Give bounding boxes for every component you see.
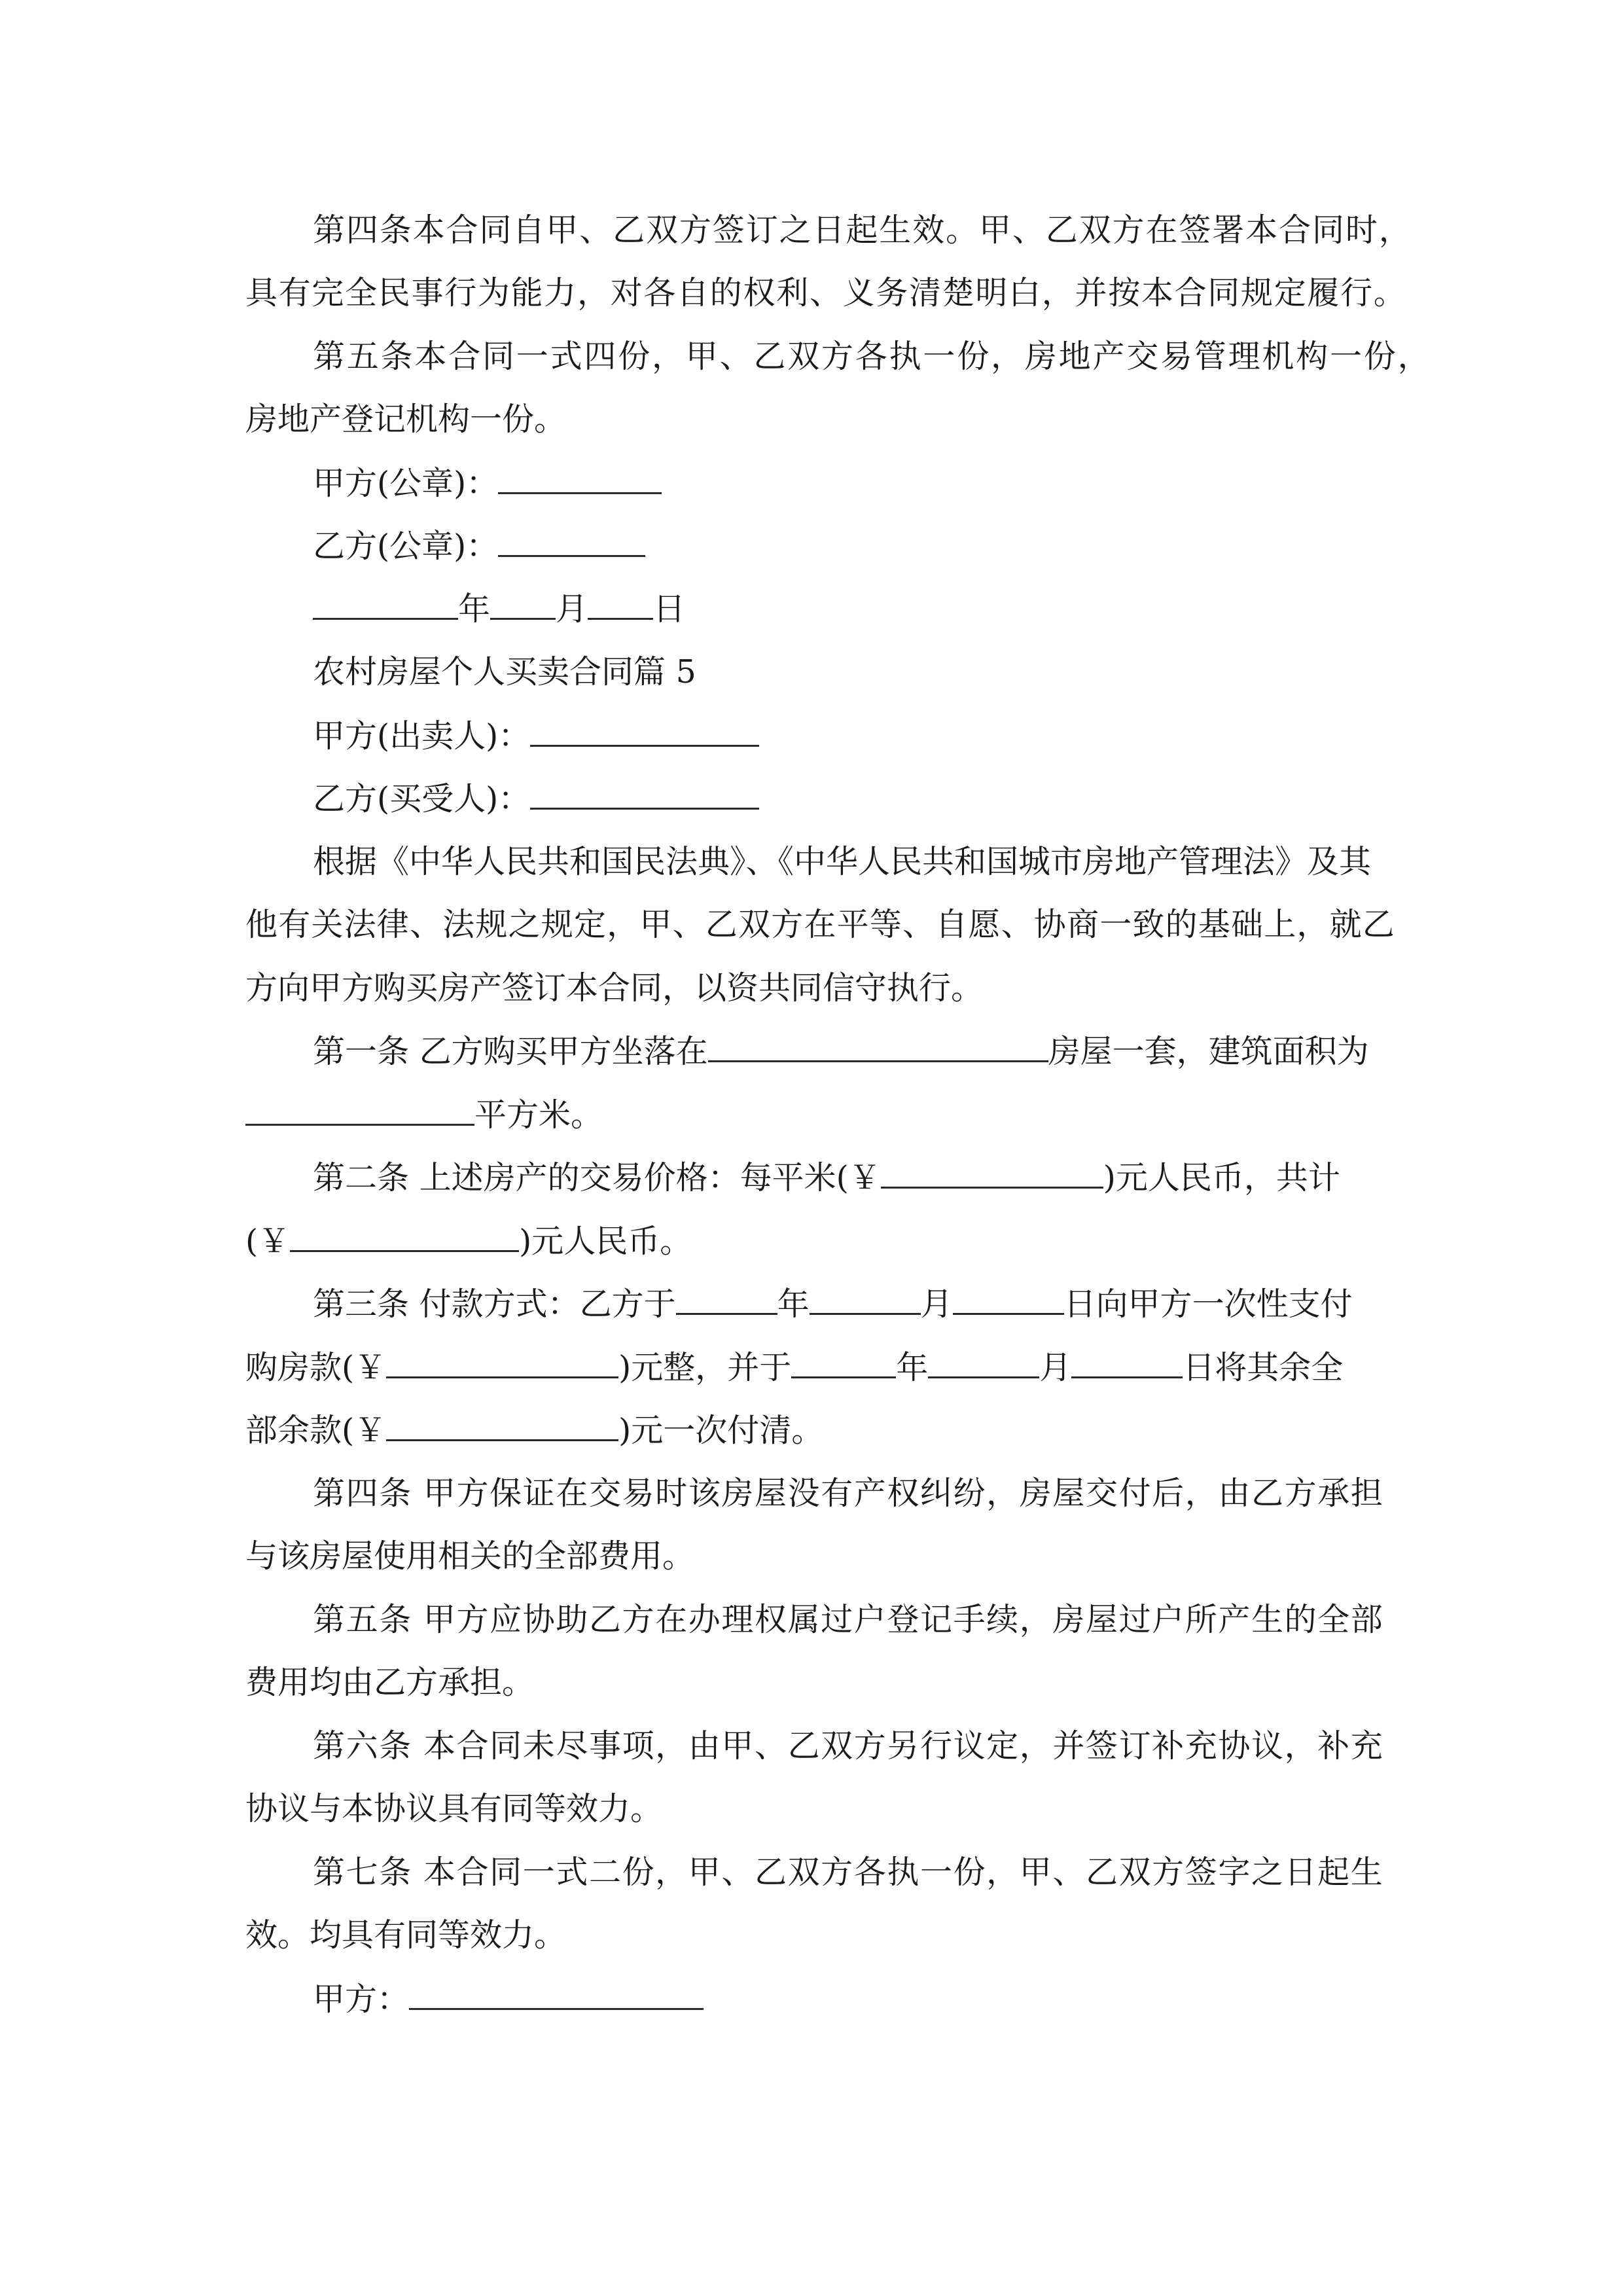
party-b-seal-label: 乙方(公章)： (313, 528, 499, 565)
clause3-text-e: )元一次付清。 (618, 1412, 824, 1449)
article5-line1: 第五条本合同一式四份，甲、乙双方各执一份，房地产交易管理机构一份， (313, 338, 1432, 375)
party-a-sign-blank (409, 1979, 704, 2010)
section-title: 农村房屋个人买卖合同篇 5 (313, 653, 696, 691)
rest-month-blank (928, 1348, 1039, 1378)
month-label: 月 (556, 590, 588, 628)
buyer-label: 乙方(买受人)： (313, 780, 531, 817)
seller-line (313, 716, 759, 756)
clause5-line1: 第五条 甲方应协助乙方在办理权属过户登记手续，房屋过户所产生的全部 (313, 1601, 1384, 1638)
clause3-text-a: 第三条 付款方式：乙方于 (313, 1285, 676, 1323)
article4-line2: 具有完全民事行为能力，对各自的权利、义务清楚明白，并按本合同规定履行。 (245, 274, 1407, 312)
clause6-line2: 协议与本协议具有同等效力。 (245, 1790, 663, 1827)
seller-label: 甲方(出卖人)： (313, 717, 531, 755)
party-a-sign-label: 甲方： (313, 1981, 410, 2018)
party-b-seal-line (313, 526, 645, 566)
balance-blank (386, 1410, 618, 1441)
pay-month-label: 月 (920, 1285, 953, 1323)
clause1-text-a: 第一条 乙方购买甲方坐落在 (313, 1033, 708, 1070)
clause4-line1: 第四条 甲方保证在交易时该房屋没有产权纠纷，房屋交付后，由乙方承担 (313, 1475, 1384, 1512)
clause6-line1: 第六条 本合同未尽事项，由甲、乙双方另行议定，并签订补充协议，补充 (313, 1727, 1384, 1765)
clause3-line2 (245, 1348, 1343, 1388)
clause1-text-b: 房屋一套，建筑面积为 (1048, 1033, 1369, 1070)
unit-price-blank (881, 1158, 1103, 1189)
pay-month-blank (810, 1284, 921, 1315)
year-label: 年 (458, 590, 491, 628)
party-a-seal-blank (498, 463, 662, 494)
total-price-blank (290, 1221, 519, 1252)
clause3-text-c: )元整，并于 (618, 1349, 792, 1386)
rest-year-blank (791, 1348, 896, 1378)
preamble-line2: 他有关法律、法规之规定，甲、乙双方在平等、自愿、协商一致的基础上，就乙 (245, 906, 1396, 943)
month-blank (490, 589, 556, 620)
clause4-line2: 与该房屋使用相关的全部费用。 (245, 1537, 695, 1575)
clause5-line2: 费用均由乙方承担。 (245, 1664, 535, 1701)
day-label: 日 (653, 590, 686, 628)
clause3-text-d: 部余款(￥ (245, 1412, 387, 1449)
pay-day-label: 日向甲方一次性支付 (1063, 1285, 1353, 1323)
clause2-line1 (313, 1158, 1340, 1198)
clause2-line2 (245, 1221, 692, 1261)
party-a-seal-label: 甲方(公章)： (313, 465, 499, 502)
clause7-line1: 第七条 本合同一式二份，甲、乙双方各执一份，甲、乙双方签字之日起生 (313, 1854, 1384, 1891)
purchase-price-blank (386, 1348, 618, 1378)
rest-day-label: 日将其余全 (1183, 1349, 1344, 1386)
rest-month-label: 月 (1039, 1349, 1072, 1386)
buyer-line (313, 779, 759, 819)
clause2-text-c: (￥ (245, 1223, 291, 1260)
area-blank (245, 1095, 474, 1126)
buyer-blank (530, 779, 759, 810)
day-blank (588, 589, 653, 620)
article5-line2: 房地产登记机构一份。 (245, 401, 567, 438)
clause2-text-d: )元人民币。 (519, 1223, 692, 1260)
pay-day-blank (953, 1284, 1064, 1315)
rest-year-label: 年 (896, 1349, 929, 1386)
clause1-text-c: 平方米。 (474, 1096, 603, 1134)
location-blank (708, 1031, 1048, 1062)
clause1-line2 (245, 1095, 603, 1135)
clause1-line1 (313, 1031, 1369, 1071)
clause2-text-a: 第二条 上述房产的交易价格：每平米(￥ (313, 1159, 881, 1196)
party-b-seal-blank (498, 526, 645, 557)
clause7-line2: 效。均具有同等效力。 (245, 1916, 567, 1954)
clause3-line3 (245, 1410, 823, 1450)
party-a-sign-line (313, 1979, 704, 2019)
clause2-text-b: )元人民币，共计 (1103, 1159, 1340, 1196)
clause3-text-b: 购房款(￥ (245, 1349, 387, 1386)
date-line (313, 589, 685, 629)
party-a-seal-line (313, 463, 662, 503)
preamble-line3: 方向甲方购买房产签订本合同，以资共同信守执行。 (245, 969, 984, 1007)
article4-line1: 第四条本合同自甲、乙双方签订之日起生效。甲、乙双方在签署本合同时， (313, 211, 1412, 249)
rest-day-blank (1071, 1348, 1183, 1378)
pay-year-label: 年 (777, 1285, 810, 1323)
seller-blank (530, 716, 759, 747)
clause3-line1 (313, 1284, 1353, 1324)
pay-year-blank (676, 1284, 777, 1315)
preamble-line1: 根据《中华人民共和国民法典》、《中华人民共和国城市房地产管理法》及其 (313, 843, 1372, 880)
year-blank (313, 589, 458, 620)
